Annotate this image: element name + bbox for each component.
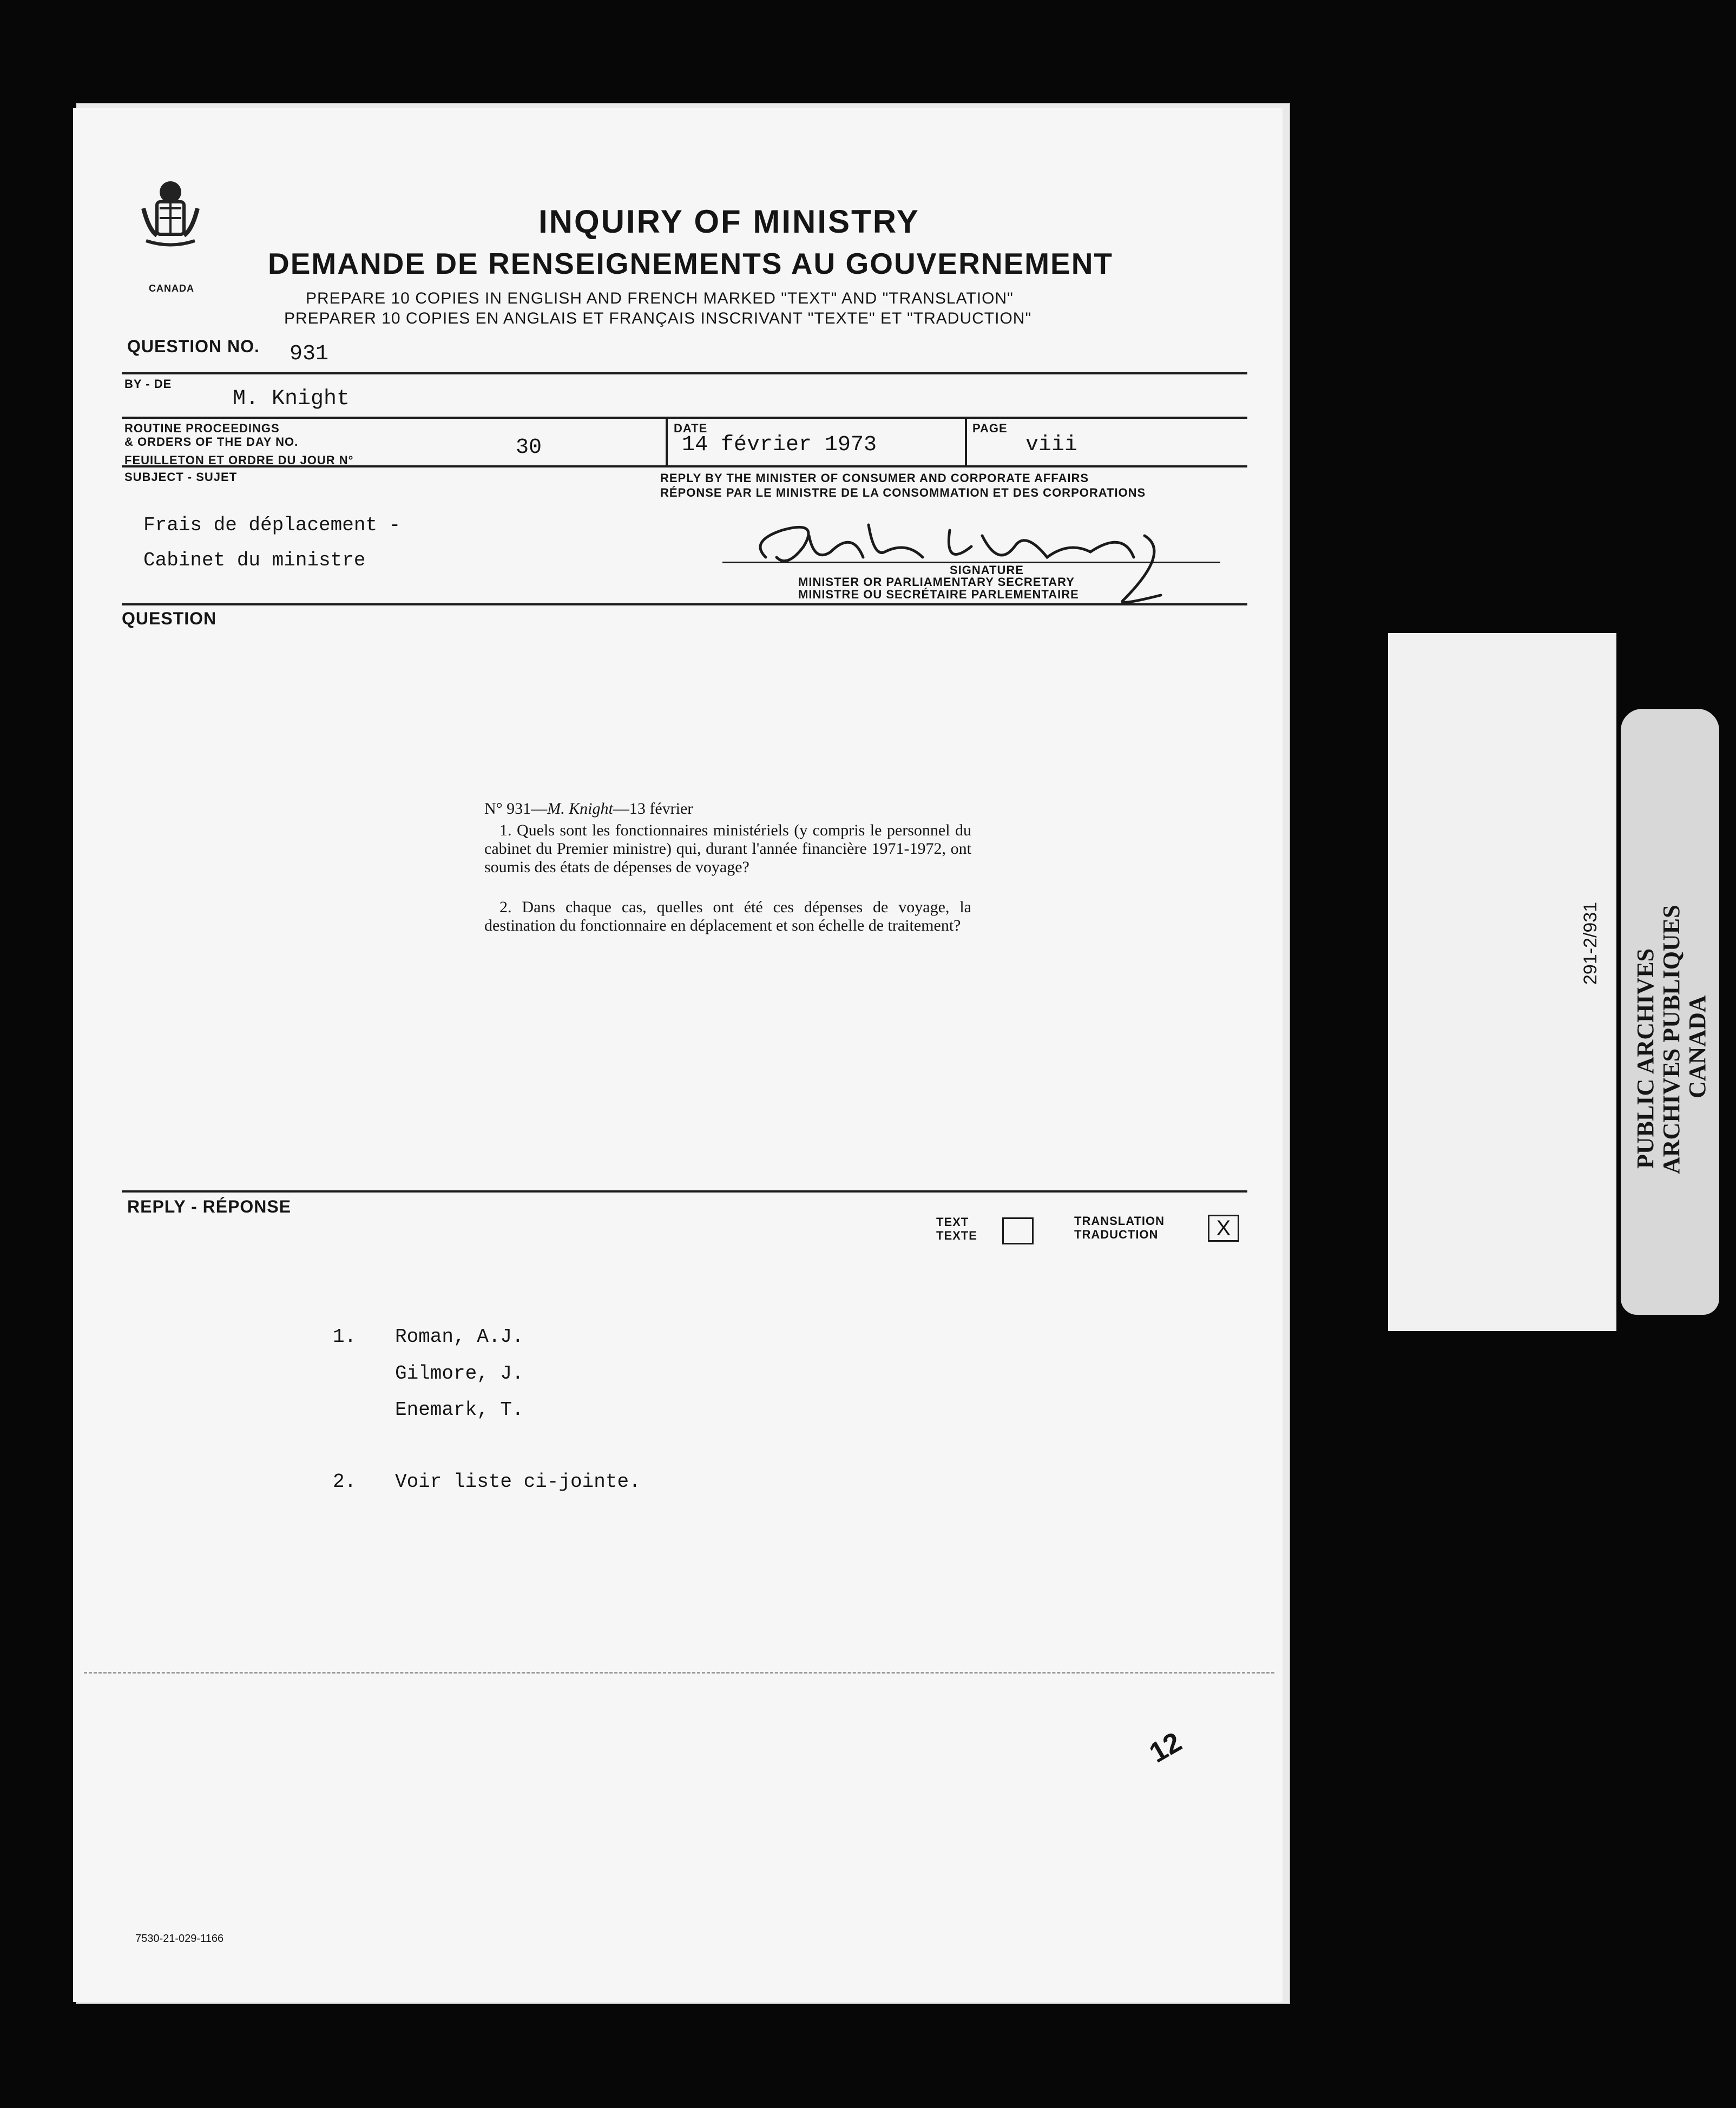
translation-label-en: TRANSLATION [1074, 1214, 1165, 1228]
text-checkbox[interactable] [1002, 1217, 1034, 1244]
reply-item-1-name-3: Enemark, T. [395, 1399, 524, 1421]
divider-2 [122, 417, 1247, 419]
coat-of-arms-emblem [135, 176, 206, 257]
routine-label-3: FEUILLETON ET ORDRE DU JOUR N° [124, 453, 354, 467]
subject-label: SUBJECT - SUJET [124, 470, 238, 484]
translation-checkbox-mark: X [1216, 1216, 1231, 1240]
routine-label-2: & ORDERS OF THE DAY NO. [124, 435, 299, 449]
text-label-en: TEXT [936, 1215, 969, 1229]
form-title-en: INQUIRY OF MINISTRY [538, 203, 920, 240]
date-left-border [666, 418, 668, 466]
question-date: —13 février [613, 800, 693, 818]
signature-role-en: MINISTER OR PARLIAMENTARY SECRETARY [798, 575, 1075, 589]
page-value: viii [1025, 433, 1078, 457]
date-value: 14 février 1973 [682, 433, 877, 457]
archive-reference: 291-2/931 [1580, 901, 1601, 985]
instruction-en: PREPARE 10 COPIES IN ENGLISH AND FRENCH MARKED "TEXT" AND "TRANSLATION" [306, 289, 1014, 307]
routine-value: 30 [516, 436, 542, 460]
date-label: DATE [674, 421, 708, 435]
by-value: M. Knight [233, 387, 350, 411]
archive-label-line-3: CANADA [1684, 995, 1711, 1098]
emblem-label: CANADA [149, 283, 194, 294]
inquiry-form [73, 108, 1283, 2002]
archive-label-line-1: PUBLIC ARCHIVES [1632, 948, 1659, 1169]
translation-label-fr: TRADUCTION [1074, 1228, 1159, 1241]
question-author: M. Knight [547, 800, 613, 818]
divider-5 [122, 1190, 1247, 1193]
reply-item-2-text: Voir liste ci-jointe. [395, 1471, 641, 1493]
text-label-fr: TEXTE [936, 1229, 977, 1242]
reply-item-1-name-2: Gilmore, J. [395, 1362, 524, 1385]
question-number: N° 931— [484, 800, 548, 818]
signature-label: SIGNATURE [950, 563, 1024, 577]
divider-1 [122, 372, 1247, 374]
crest-icon [135, 176, 206, 257]
question-paragraph-1: 1. Quels sont les fonctionnaires ministériels (y compris le personnel du cabinet du Premier ministre) qui, durant l'année financière 1971-1972, ont soumis des états de dépenses de voyage? [484, 821, 971, 876]
divider-3 [122, 465, 1247, 467]
reply-by-fr: RÉPONSE PAR LE MINISTRE DE LA CONSOMMATION ET DES CORPORATIONS [660, 486, 1146, 499]
page-label: PAGE [972, 421, 1008, 435]
question-label: QUESTION [122, 609, 217, 628]
subject-line-2: Cabinet du ministre [143, 549, 366, 571]
archive-label-line-2: ARCHIVES PUBLIQUES [1658, 905, 1685, 1174]
reply-label: REPLY - RÉPONSE [127, 1197, 292, 1216]
archive-card [1388, 633, 1616, 1331]
translation-checkbox[interactable] [1208, 1215, 1239, 1242]
divider-4 [122, 603, 1247, 605]
question-no-label: QUESTION NO. [127, 337, 260, 356]
by-label: BY - DE [124, 377, 172, 391]
page-number: 12 [1144, 1726, 1187, 1769]
routine-label-1: ROUTINE PROCEEDINGS [124, 421, 280, 435]
signature-role-fr: MINISTRE OU SECRÉTAIRE PARLEMENTAIRE [798, 588, 1079, 601]
reply-item-1-number: 1. [333, 1326, 357, 1348]
reply-item-1-name-1: Roman, A.J. [395, 1326, 524, 1348]
reply-by-en: REPLY BY THE MINISTER OF CONSUMER AND CORPORATE AFFAIRS [660, 471, 1089, 485]
question-paragraph-2: 2. Dans chaque cas, quelles ont été ces dépenses de voyage, la destination du fonctionnaire en déplacement et son échelle de traitement? [484, 898, 971, 934]
dotted-divider [84, 1672, 1274, 1674]
question-heading [484, 800, 998, 818]
form-number: 7530-21-029-1166 [135, 1933, 224, 1945]
reply-item-2-number: 2. [333, 1471, 357, 1493]
archive-tab [1621, 709, 1719, 1315]
subject-line-1: Frais de déplacement - [143, 514, 401, 536]
instruction-fr: PREPARER 10 COPIES EN ANGLAIS ET FRANÇAIS INSCRIVANT "TEXTE" ET "TRADUCTION" [284, 309, 1032, 327]
page-left-border [965, 418, 967, 466]
form-title-fr: DEMANDE DE RENSEIGNEMENTS AU GOUVERNEMENT [268, 247, 1114, 280]
question-no-value: 931 [290, 342, 329, 366]
